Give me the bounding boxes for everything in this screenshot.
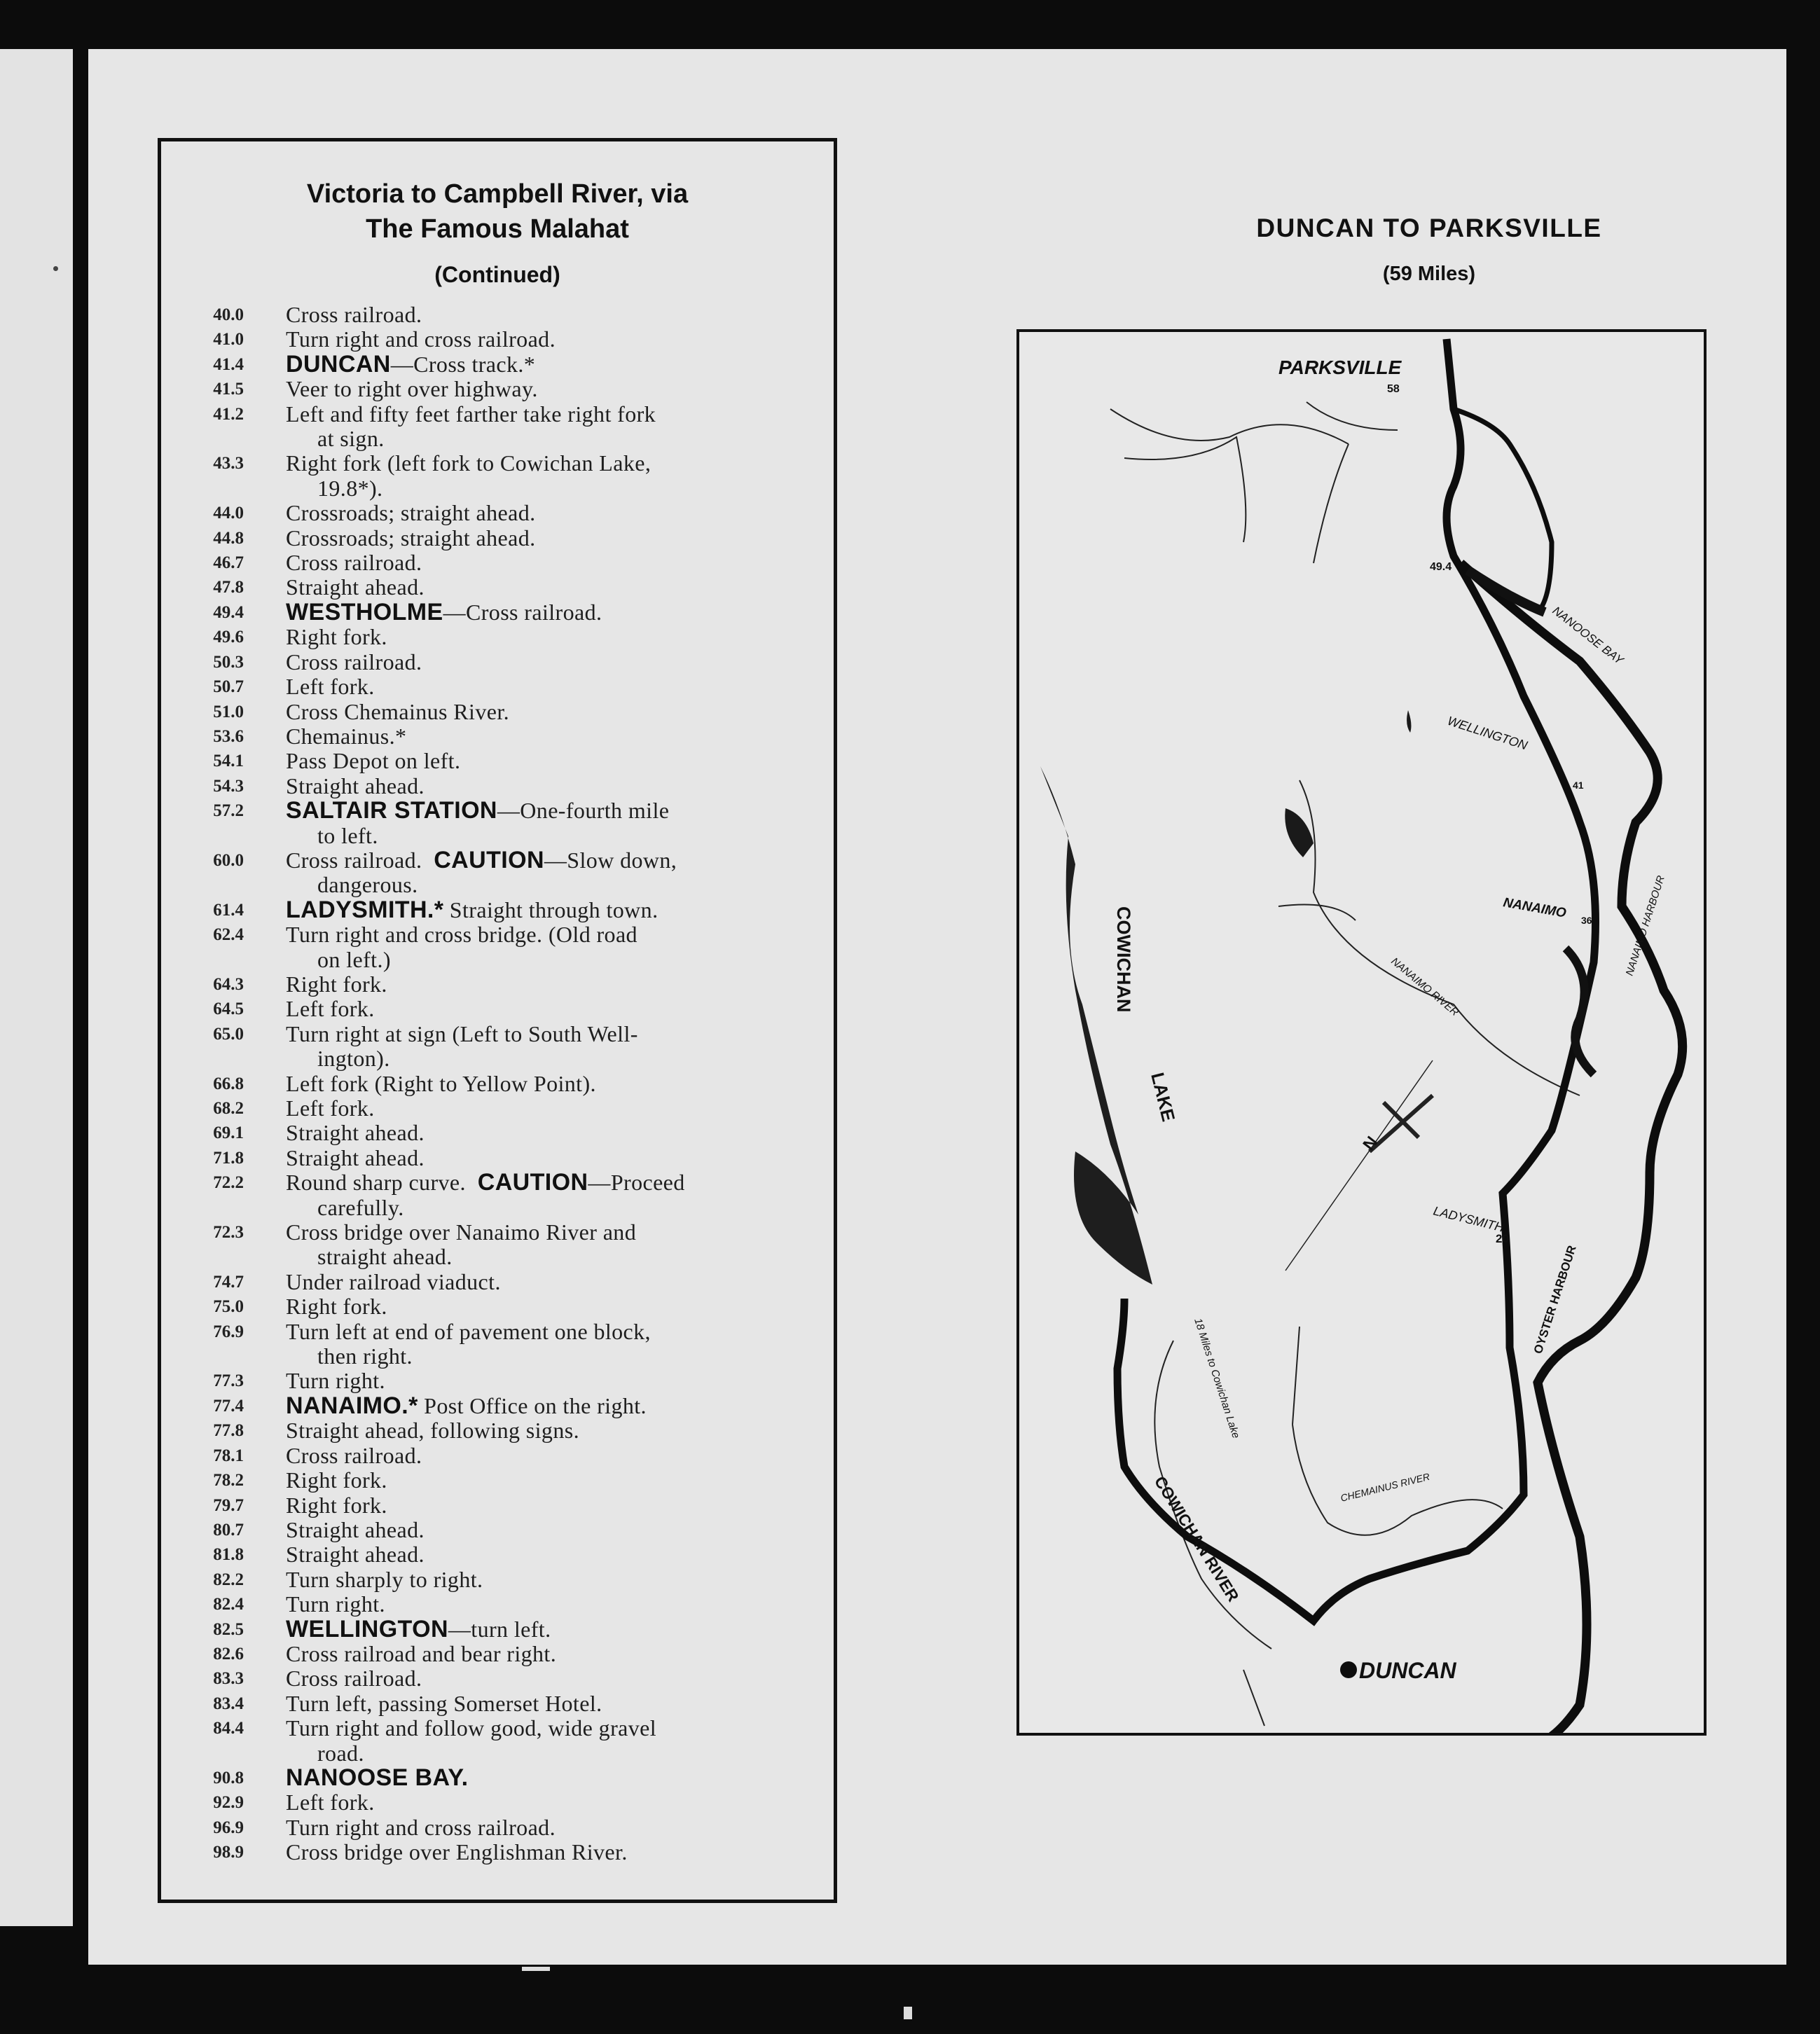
route-step [161, 898, 834, 922]
step-mileage: 80.7 [213, 1520, 244, 1540]
scan-mark-2 [904, 2007, 912, 2019]
step-mileage: 69.1 [213, 1123, 244, 1143]
step-text [286, 327, 815, 352]
step-mileage: 82.5 [213, 1619, 244, 1639]
step-continuation: carefully. [317, 1194, 404, 1220]
step-instruction: Right fork. [286, 971, 387, 997]
label-cowichan-river: COWICHAN RIVER [1150, 1472, 1243, 1605]
route-step [161, 1320, 834, 1369]
label-cowichan: COWICHAN [1113, 906, 1134, 1013]
step-text [286, 501, 815, 525]
step-text [286, 848, 815, 898]
creek-mid [1278, 905, 1356, 921]
step-text [286, 377, 815, 401]
step-text [286, 700, 815, 724]
route-step [161, 501, 834, 525]
route-step [161, 700, 834, 724]
step-text [286, 1096, 815, 1121]
route-step [161, 1121, 834, 1145]
step-continuation: dangerous. [317, 872, 418, 898]
route-title [161, 177, 834, 247]
route-step [161, 402, 834, 452]
cowichan-lake-shape [1040, 766, 1152, 1285]
step-mileage: 54.3 [213, 776, 244, 796]
step-instruction: Straight through town. [443, 897, 659, 922]
step-text [286, 749, 815, 773]
route-step [161, 1790, 834, 1815]
step-text [286, 625, 815, 649]
step-instruction: Left fork (Right to Yellow Point). [286, 1070, 596, 1096]
map-subtitle: (59 Miles) [1382, 263, 1476, 285]
step-mileage: 82.4 [213, 1595, 244, 1614]
step-instruction: —Cross track.* [390, 351, 536, 377]
step-text [286, 674, 815, 699]
step-mileage: 50.3 [213, 652, 244, 672]
step-instruction: Turn right. [286, 1368, 385, 1394]
step-text [286, 997, 815, 1021]
label-parksville-mile: 58 [1387, 383, 1400, 395]
step-instruction: Crossroads; straight ahead. [286, 500, 536, 526]
route-step [161, 1096, 834, 1121]
step-mileage: 41.0 [213, 330, 244, 350]
step-text [286, 575, 815, 600]
step-place-name: WELLINGTON [286, 1615, 448, 1642]
step-place-name: NANOOSE BAY. [286, 1764, 469, 1791]
step-text [286, 1394, 815, 1418]
step-mileage: 72.2 [213, 1173, 244, 1193]
step-continuation: ington). [317, 1046, 390, 1072]
step-continuation: at sign. [317, 426, 385, 452]
route-step [161, 1518, 834, 1542]
route-step [161, 352, 834, 377]
step-instruction: Chemainus.* [286, 723, 407, 749]
step-text [286, 352, 815, 377]
label-north: N [1359, 1133, 1382, 1154]
route-step [161, 1468, 834, 1493]
step-text [286, 451, 815, 501]
step-continuation: then right. [317, 1343, 413, 1369]
step-mileage: 46.7 [213, 553, 244, 573]
step-mileage: 71.8 [213, 1148, 244, 1168]
scan-mark [522, 1967, 550, 1971]
label-chemainus-river: CHEMAINUS RIVER [1339, 1470, 1431, 1504]
step-mileage: 77.8 [213, 1421, 244, 1441]
step-mileage: 77.3 [213, 1371, 244, 1391]
route-step [161, 1072, 834, 1096]
route-step [161, 1666, 834, 1691]
step-mileage: 92.9 [213, 1793, 244, 1813]
step-text [286, 1146, 815, 1170]
step-instruction: Cross bridge over Englishman River. [286, 1839, 628, 1865]
route-step [161, 1592, 834, 1617]
route-step [161, 377, 834, 401]
creek-north-1 [1110, 409, 1349, 444]
step-text [286, 898, 815, 922]
step-instruction: Turn right at sign (Left to South Well- [286, 1021, 638, 1046]
route-step [161, 1542, 834, 1567]
route-step [161, 1270, 834, 1294]
step-instruction: Right fork. [286, 1467, 387, 1493]
step-place-name: SALTAIR STATION [286, 797, 497, 824]
pond [1407, 710, 1411, 733]
step-mileage: 77.4 [213, 1396, 244, 1416]
label-parksville: PARKSVILLE [1278, 357, 1402, 378]
label-mile-49: 49.4 [1430, 561, 1452, 573]
step-caution: CAUTION [477, 1169, 588, 1196]
route-step [161, 1146, 834, 1170]
step-text [286, 402, 815, 452]
step-mileage: 62.4 [213, 925, 244, 945]
small-lake [1285, 808, 1314, 857]
step-mileage: 84.4 [213, 1719, 244, 1738]
route-step [161, 625, 834, 649]
step-instruction: Straight ahead. [286, 1516, 425, 1542]
step-continuation: straight ahead. [317, 1244, 453, 1270]
step-instruction: Cross railroad. [286, 302, 422, 327]
step-mileage: 47.8 [213, 578, 244, 597]
step-mileage: 49.6 [213, 628, 244, 647]
route-step [161, 798, 834, 848]
step-mileage: 64.3 [213, 974, 244, 994]
duncan-marker [1340, 1661, 1357, 1678]
step-mileage: 90.8 [213, 1768, 244, 1787]
step-instruction: Turn right and follow good, wide gravel [286, 1715, 657, 1741]
step-instruction: Straight ahead, following signs. [286, 1418, 579, 1444]
paper-speck [53, 266, 58, 271]
step-instruction: Turn left, passing Somerset Hotel. [286, 1690, 602, 1716]
step-text [286, 798, 815, 848]
step-instruction: Cross railroad and bear right. [286, 1640, 557, 1666]
route-step [161, 327, 834, 352]
step-text [286, 1022, 815, 1072]
step-instruction: Cross railroad. [286, 1666, 422, 1691]
step-instruction: Right fork. [286, 624, 387, 650]
step-text [286, 972, 815, 997]
step-text [286, 1444, 815, 1468]
step-instruction: Cross Chemainus River. [286, 698, 510, 724]
creek-north-3 [1314, 444, 1349, 563]
step-instruction: —One-fourth mile [497, 798, 670, 824]
step-mileage: 51.0 [213, 702, 244, 721]
creek-north-4 [1307, 402, 1398, 430]
step-instruction: Cross railroad. [286, 550, 422, 576]
step-mileage: 53.6 [213, 726, 244, 746]
step-mileage: 50.7 [213, 677, 244, 697]
route-step [161, 1493, 834, 1518]
step-instruction: Pass Depot on left. [286, 748, 461, 774]
north-arrow-shaft [1285, 1060, 1433, 1271]
step-text [286, 600, 815, 625]
route-step [161, 650, 834, 674]
step-instruction: Cross railroad. [286, 847, 422, 873]
step-instruction: Straight ahead. [286, 1542, 425, 1568]
route-step [161, 1716, 834, 1766]
step-mileage: 81.8 [213, 1545, 244, 1565]
step-mileage: 57.2 [213, 801, 244, 821]
route-title-line-2: The Famous Malahat [366, 214, 629, 244]
route-step [161, 1691, 834, 1716]
step-text [286, 1270, 815, 1294]
step-text [286, 1592, 815, 1617]
step-mileage: 83.4 [213, 1694, 244, 1713]
step-text [286, 650, 815, 674]
creek-south [1292, 1327, 1299, 1425]
step-text [286, 1369, 815, 1393]
step-mileage: 60.0 [213, 850, 244, 870]
route-step [161, 774, 834, 798]
route-step [161, 1220, 834, 1270]
step-text [286, 1493, 815, 1518]
step-mileage: 54.1 [213, 752, 244, 771]
step-text [286, 1716, 815, 1766]
step-instruction: Under railroad viaduct. [286, 1268, 501, 1294]
step-instruction: Veer to right over highway. [286, 376, 538, 402]
map-title: DUNCAN TO PARKSVILLE [1256, 214, 1602, 242]
step-instruction: Left fork. [286, 674, 375, 700]
step-instruction: Straight ahead. [286, 773, 425, 798]
step-mileage: 78.1 [213, 1446, 244, 1465]
step-mileage: 41.2 [213, 404, 244, 424]
step-mileage: 65.0 [213, 1024, 244, 1044]
step-mileage: 98.9 [213, 1843, 244, 1862]
step-text [286, 1542, 815, 1567]
step-text [286, 922, 815, 972]
step-text [286, 1072, 815, 1096]
route-step [161, 551, 834, 575]
route-step [161, 1815, 834, 1840]
route-step [161, 1642, 834, 1666]
step-text [286, 1666, 815, 1691]
route-title-line-1: Victoria to Campbell River, via [306, 179, 689, 209]
step-mileage: 44.8 [213, 528, 244, 548]
label-wellington-mile: 41 [1573, 780, 1584, 791]
step-instruction: Left fork. [286, 1790, 375, 1815]
step-text [286, 1121, 815, 1145]
step-instruction: Left and fifty feet farther take right fork [286, 401, 656, 427]
step-mileage: 76.9 [213, 1322, 244, 1341]
step-instruction: Right fork (left fork to Cowichan Lake, [286, 450, 652, 476]
label-duncan: DUNCAN [1359, 1658, 1456, 1683]
step-instruction: Right fork. [286, 1294, 387, 1320]
step-caution-text: —Slow down, [544, 847, 677, 873]
step-place-name: DUNCAN [286, 350, 391, 378]
route-steps-list [161, 303, 834, 1865]
route-step [161, 674, 834, 699]
step-text [286, 1418, 815, 1443]
label-ladysmith: LADYSMITH [1432, 1203, 1505, 1235]
label-nanoose-bay: NANOOSE BAY [1550, 604, 1626, 667]
step-instruction: Straight ahead. [286, 1120, 425, 1146]
route-step [161, 1418, 834, 1443]
route-step [161, 1568, 834, 1592]
step-place-name: NANAIMO.* [286, 1392, 418, 1419]
label-nanaimo-harbour: NANAIMO HARBOUR [1623, 874, 1667, 978]
step-continuation: to left. [317, 822, 378, 848]
step-mileage: 68.2 [213, 1099, 244, 1118]
step-text [286, 526, 815, 551]
step-instruction: Cross railroad. [286, 649, 422, 674]
route-step [161, 451, 834, 501]
step-instruction: Turn right and cross bridge. (Old road [286, 922, 637, 948]
step-instruction: Turn sharply to right. [286, 1566, 483, 1592]
step-mileage: 72.3 [213, 1223, 244, 1243]
scan-bottom-edge [88, 1965, 1786, 2034]
step-instruction: Straight ahead. [286, 1144, 425, 1170]
step-instruction: Cross railroad. [286, 1442, 422, 1468]
step-text [286, 1468, 815, 1493]
map-drawing [1019, 332, 1707, 1736]
step-mileage: 79.7 [213, 1495, 244, 1515]
label-nanaimo-river: NANAIMO RIVER [1388, 955, 1461, 1019]
facing-page-edge [0, 49, 73, 1926]
step-instruction: Crossroads; straight ahead. [286, 525, 536, 551]
route-step [161, 922, 834, 972]
route-step [161, 526, 834, 551]
step-instruction: Round sharp curve. [286, 1170, 466, 1196]
step-mileage: 74.7 [213, 1272, 244, 1292]
label-wellington: WELLINGTON [1445, 713, 1529, 753]
route-subtitle: (Continued) [434, 262, 560, 287]
route-step [161, 1766, 834, 1790]
step-instruction: Turn right and cross railroad. [286, 326, 556, 352]
route-step [161, 1294, 834, 1319]
step-instruction: —turn left. [448, 1616, 551, 1642]
route-step [161, 575, 834, 600]
step-mileage: 96.9 [213, 1818, 244, 1837]
step-mileage: 83.3 [213, 1669, 244, 1689]
road-south [1243, 1670, 1264, 1726]
step-text [286, 1568, 815, 1592]
step-text [286, 1617, 815, 1642]
step-place-name: WESTHOLME [286, 598, 443, 625]
label-nanaimo-mile: 36 [1581, 915, 1592, 926]
route-step [161, 724, 834, 749]
step-instruction: Straight ahead. [286, 574, 425, 600]
route-map [1016, 329, 1707, 1736]
step-mileage: 41.5 [213, 380, 244, 399]
route-step [161, 972, 834, 997]
step-instruction: Left fork. [286, 1095, 375, 1121]
route-step [161, 749, 834, 773]
step-instruction: Turn right. [286, 1591, 385, 1617]
step-text [286, 1170, 815, 1220]
step-place-name: LADYSMITH.* [286, 896, 444, 923]
route-step [161, 1617, 834, 1642]
label-to-cowichan-lake: 18 Miles to Cowichan Lake [1192, 1316, 1242, 1440]
step-continuation: 19.8*). [317, 475, 383, 501]
label-lake: LAKE [1147, 1070, 1180, 1124]
step-mileage: 64.5 [213, 999, 244, 1019]
step-text [286, 1840, 815, 1865]
step-mileage: 43.3 [213, 454, 244, 473]
step-mileage: 82.6 [213, 1644, 244, 1663]
step-instruction: —Cross railroad. [443, 599, 602, 625]
step-instruction: Right fork. [286, 1492, 387, 1518]
label-oyster-harbour: OYSTER HARBOUR [1531, 1243, 1579, 1356]
step-mileage: 41.4 [213, 354, 244, 374]
route-step [161, 1840, 834, 1865]
step-mileage: 40.0 [213, 305, 244, 324]
step-continuation: on left.) [317, 946, 391, 972]
label-ladysmith-mile: 20 [1496, 1232, 1509, 1245]
step-text [286, 1766, 815, 1790]
route-step [161, 1394, 834, 1418]
step-mileage: 49.4 [213, 602, 244, 622]
step-caution: CAUTION [434, 846, 544, 873]
step-instruction: Turn right and cross railroad. [286, 1814, 556, 1840]
step-text [286, 1518, 815, 1542]
step-mileage: 78.2 [213, 1471, 244, 1490]
step-continuation: road. [317, 1740, 364, 1766]
label-nanaimo: NANAIMO [1502, 895, 1568, 921]
step-instruction: Post Office on the right. [418, 1392, 647, 1418]
step-text [286, 1790, 815, 1815]
route-step [161, 1444, 834, 1468]
step-mileage: 61.4 [213, 900, 244, 920]
step-mileage: 75.0 [213, 1297, 244, 1317]
step-caution-text: —Proceed [588, 1170, 685, 1196]
step-text [286, 551, 815, 575]
route-step [161, 848, 834, 898]
step-instruction: Left fork. [286, 996, 375, 1022]
step-text [286, 1320, 815, 1369]
highway-route [1117, 339, 1596, 1621]
creek-north-2 [1124, 437, 1246, 542]
route-step [161, 1022, 834, 1072]
step-text [286, 1220, 815, 1270]
route-step [161, 303, 834, 327]
step-text [286, 774, 815, 798]
route-step [161, 600, 834, 625]
route-step [161, 997, 834, 1021]
route-log-box [158, 138, 837, 1903]
step-mileage: 44.0 [213, 504, 244, 523]
route-step [161, 1170, 834, 1220]
step-text [286, 1815, 815, 1840]
step-instruction: Turn left at end of pavement one block, [286, 1318, 651, 1344]
step-instruction: Cross bridge over Nanaimo River and [286, 1219, 637, 1245]
step-text [286, 1642, 815, 1666]
route-step [161, 1369, 834, 1393]
step-text [286, 1294, 815, 1319]
nanaimo-river-line [1299, 780, 1580, 1095]
step-text [286, 303, 815, 327]
step-text [286, 1691, 815, 1716]
step-text [286, 724, 815, 749]
step-mileage: 82.2 [213, 1570, 244, 1589]
step-mileage: 66.8 [213, 1074, 244, 1093]
